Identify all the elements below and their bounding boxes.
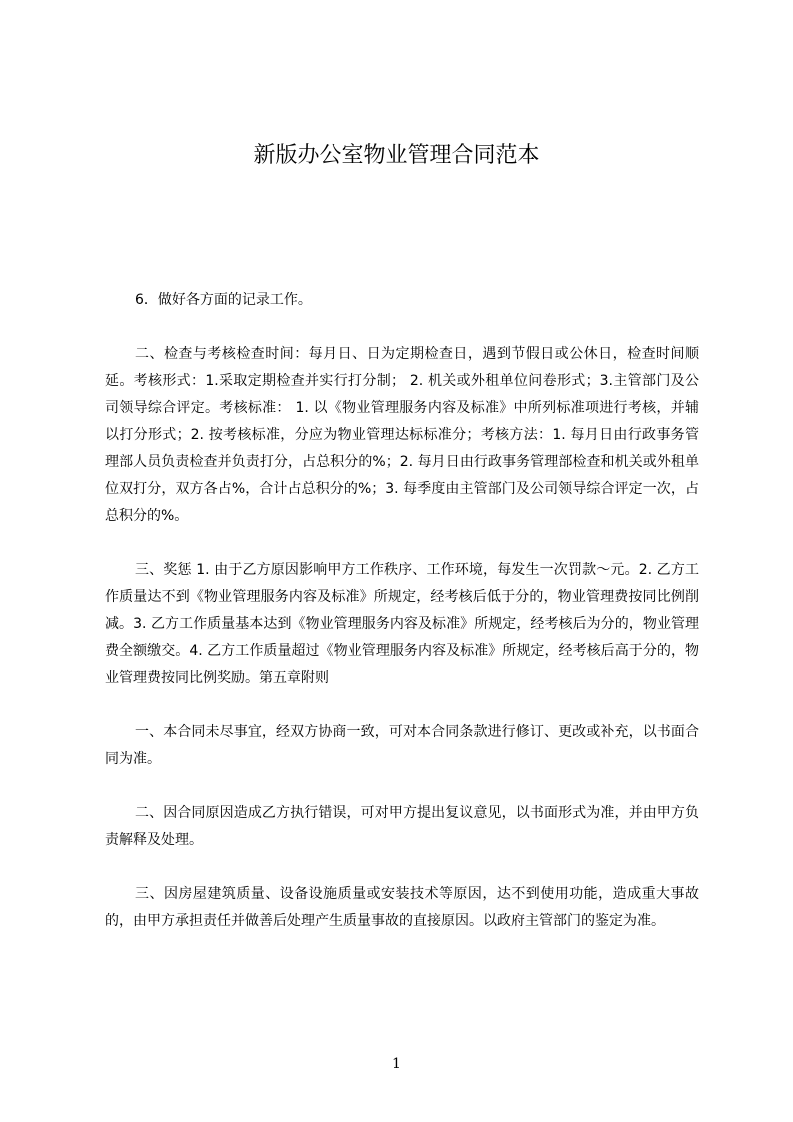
paragraph-review-opinion: 二、因合同原因造成乙方执行错误，可对甲方提出复议意见，以书面形式为准，并由甲方负责解释及处理。 xyxy=(105,805,699,848)
page-number: 1 xyxy=(392,1056,401,1072)
paragraph-rewards-penalties: 三、奖惩 1. 由于乙方原因影响甲方工作秩序、工作环境，每发生一次罚款～元。2. 乙方工作质量达不到《物业管理服务内容及标准》所规定，经考核后低于分的，物业管理费按同比例削减。3. 乙方工作质量基本达到《物业管理服务内容及标准》所规定，经考核后为分的，物业管理费全额缴交。4. 乙方工作质量超过《物业管理服务内容及标准》所规定，经考核后高于分的，物业管理费按同比例奖励。第五章附则 xyxy=(105,562,699,686)
paragraph-supplementary-terms: 一、本合同未尽事宜，经双方协商一致，可对本合同条款进行修订、更改或补充，以书面合同为准。 xyxy=(105,724,699,767)
page-title: 新版办公室物业管理合同范本 xyxy=(253,143,540,168)
paragraph-quality-liability: 三、因房屋建筑质量、设备设施质量或安装技术等原因，达不到使用功能，造成重大事故的，由甲方承担责任并做善后处理产生质量事故的直接原因。以政府主管部门的鉴定为准。 xyxy=(105,886,699,929)
paragraph-inspection-assessment: 二、检查与考核检查时间：每月日、日为定期检查日，遇到节假日或公休日，检查时间顺延。考核形式：1.采取定期检查并实行打分制； 2. 机关或外租单位问卷形式；3.主管部门及公司领导综合评定。考核标准： 1. 以《物业管理服务内容及标准》中所列标准项进行考核，并辅以打分形式；2. 按考核标准，分应为物业管理达标标准分；考核方法：1. 每月日由行政事务管理部人员负责检查并负责打分，占总积分的%；2. 每月日由行政事务管理部检查和机关或外租单位双打分，双方各占%，合计占总积分的%；3. 每季度由主管部门及公司领导综合评定一次，占总积分的%。 xyxy=(105,346,699,524)
paragraph-record-keeping: 6．做好各方面的记录工作。 xyxy=(135,292,312,308)
document-body xyxy=(105,287,699,962)
